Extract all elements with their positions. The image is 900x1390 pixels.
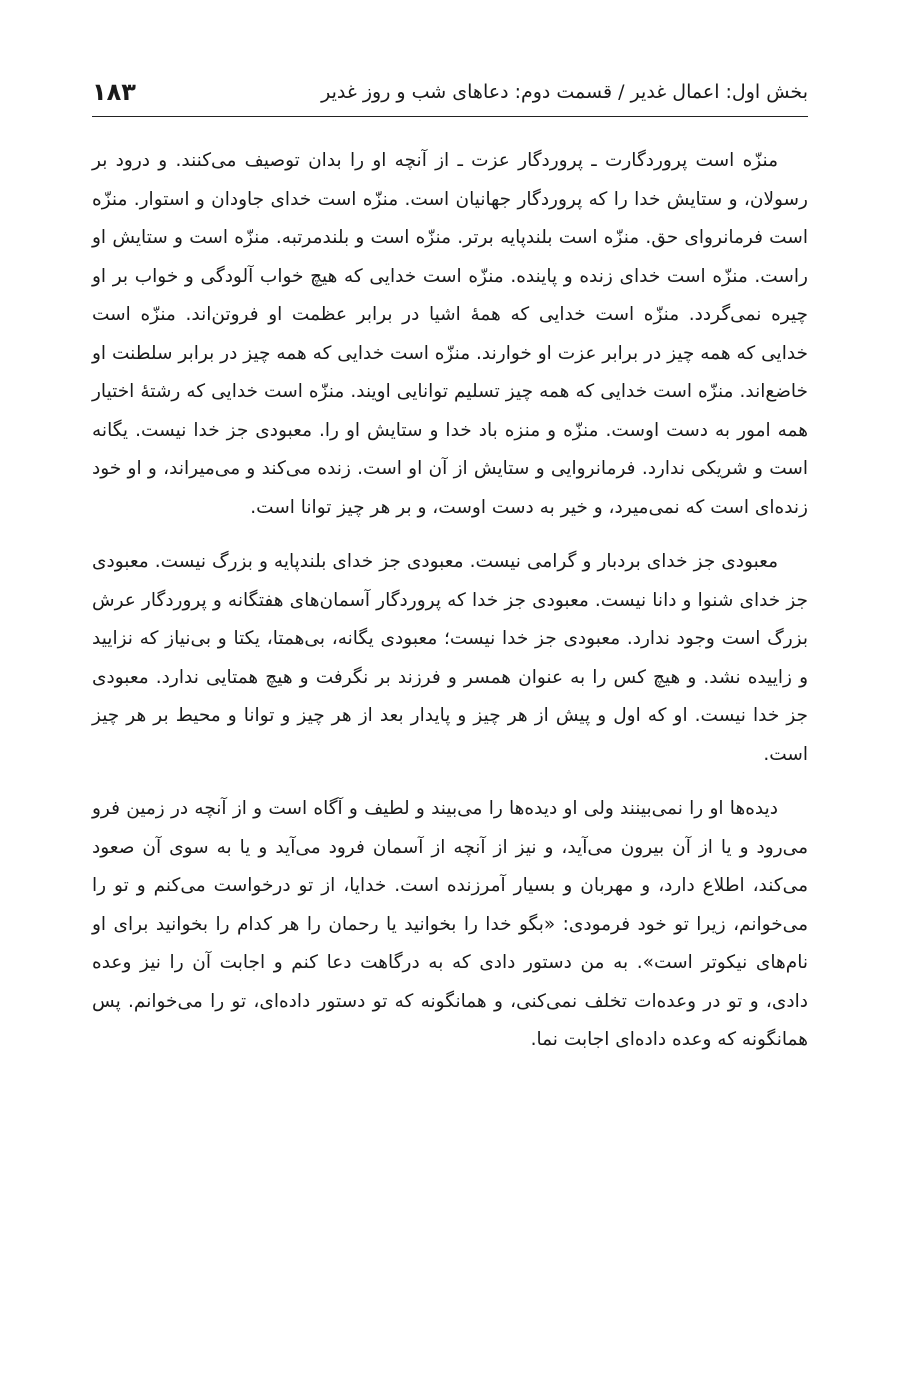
header-title: بخش اول: اعمال غدیر / قسمت دوم: دعاهای شب و روز غدیر	[321, 81, 808, 103]
running-header	[92, 62, 808, 112]
paragraph: منزّه است پروردگارت ـ پروردگار عزت ـ از آنچه او را بدان توصیف می‌کنند. و درود بر رسولان، و ستایش خدا را که پروردگار جهانیان است. منزّه است خدای جاودان و استوار. منزّه است فرمانروای حق. منزّه است بلندپایه برتر. منزّه است و بلندمرتبه. منزّه است و ستایش او راست. منزّه است خدای زنده و پاینده. منزّه است خدایی که هیچ خواب آلودگی و خواب بر او چیره نمی‌گردد. منزّه است خدایی که همهٔ اشیا در برابر عظمت او فروتن‌اند. منزّه است خدایی که همه چیز در برابر عزت او خوارند. منزّه است خدایی که همه چیز در برابر سلطنت او خاضع‌اند. منزّه است خدایی که همه چیز تسلیم توانایی اویند. منزّه است خدایی که رشتهٔ اختیار همه امور به دست اوست. منزّه و منزه باد خدا و ستایش او را. معبودی جز خدا نیست. یگانه است و شریکی ندارد. فرمانروایی و ستایش از آن او است. زنده می‌کند و می‌میراند، و او خود زنده‌ای است که نمی‌میرد، و خیر به دست اوست، و بر هر چیز توانا است.	[92, 150, 808, 518]
paragraph: معبودی جز خدای بردبار و گرامی نیست. معبودی جز خدای بلندپایه و بزرگ نیست. معبودی جز خدای شنوا و دانا نیست. معبودی جز خدا که پروردگار آسمان‌های هفتگانه و پروردگار عرش بزرگ است وجود ندارد. معبودی جز خدا نیست؛ معبودی یگانه، بی‌همتا، یکتا و بی‌نیاز که نزایید و زاییده نشد. و هیچ کس را به عنوان همسر و فرزند بر نگرفت و هیچ همتایی ندارد. معبودی جز خدا نیست. او که اول و پیش از هر چیز و پایدار بعد از هر چیز و توانا و محیط بر هر چیز است.	[92, 551, 808, 765]
page-number: ۱۸۳	[92, 78, 136, 106]
header-rule	[92, 116, 808, 117]
paragraph: دیده‌ها او را نمی‌بینند ولی او دیده‌ها را می‌بیند و لطیف و آگاه است و از آنچه در زمین فرو می‌رود و یا از آن بیرون می‌آید، و نیز از آنچه از آسمان فرود می‌آید و یا به سوی آن صعود می‌کند، اطلاع دارد، و مهربان و بسیار آمرزنده است. خدایا، از تو درخواست می‌کنم و تو را می‌خوانم، زیرا تو خود فرمودی: «بگو خدا را بخوانید یا رحمان را هر کدام را بخوانید برای او نام‌های نیکوتر است». به من دستور دادی که به درگاهت دعا کنم و اجابت آن را نیز وعده دادی، و تو در وعده‌ات تخلف نمی‌کنی، و همانگونه که تو دستور داده‌ای، تو را می‌خوانم. پس همانگونه که وعده داده‌ای اجابت نما.	[92, 798, 808, 1050]
body-text	[92, 142, 808, 1076]
